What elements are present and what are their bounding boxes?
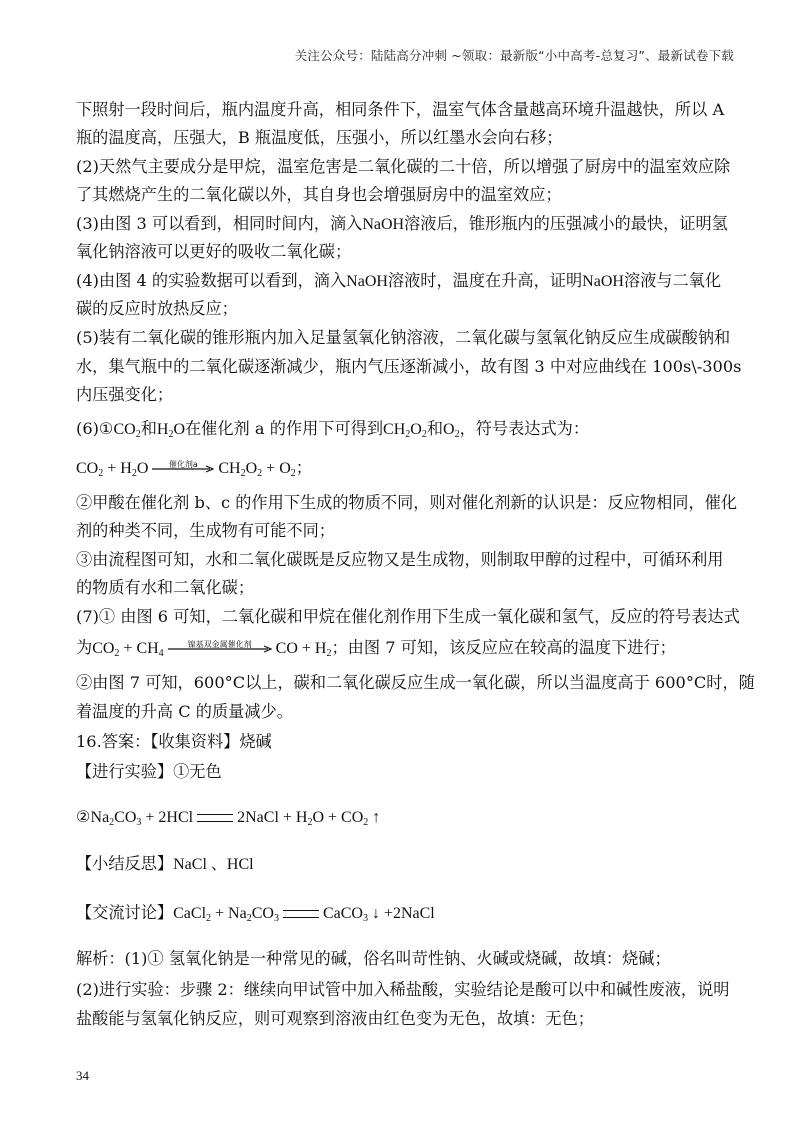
equation-rhs: $CH_2O_2 + O_2$ [218,460,296,479]
text-span: 和 [426,419,443,438]
text-line [76,418,589,441]
text-span: 溶液后，锥形瓶内的压强减小的最快，证明氢 [404,214,728,233]
text-span: ，符号表达式为： [459,419,590,438]
formula-products: NaCl 、HCl [173,856,254,873]
text-line: 【进行实验】①无色 [76,762,222,781]
text-span: ； [295,458,312,477]
text-line: 解析：(1)① 氢氧化钠是一种常见的碱，俗名叫苛性钠、火碱或烧碱，故填：烧碱； [76,949,671,968]
text-line: 着温度的升高 C 的质量减少。 [76,702,293,721]
text-line: 水，集气瓶中的二氧化碳逐渐减少，瓶内气压逐渐减小，故有图 3 中对应曲线在 100s\-300s [76,357,742,376]
text-line [76,853,254,876]
text-span: 【小结反思】 [76,854,174,873]
text-line: 剂的种类不同，生成物有可能不同； [76,521,335,540]
equation-line [76,806,380,829]
text-line: ③由流程图可知，水和二氧化碳既是反应物又是生成物，则制取甲醇的过程中，可循环利用 [76,550,724,569]
formula-h2o: $H_2O$ [156,421,185,440]
text-line: ②由图 7 可知，600°C以上，碳和二氧化碳反应生成一氧化碳，所以当温度高于 600°C时，随 [76,673,755,692]
equation-lhs: $Na_2CO_3 + 2HCl$ [90,809,194,828]
text-line [76,213,728,236]
text-line: 下照射一段时间后，瓶内温度升高，相同条件下，温室气体含量越高环境升温越快，所以 A [76,100,725,119]
reaction-arrow [152,459,214,473]
equation-lhs: $CO_2 + H_2O$ [76,460,149,479]
text-line: 瓶的温度高，压强大，B 瓶温度低，压强小，所以红墨水会向右移； [76,128,563,147]
text-line: 碳的反应时放热反应； [76,299,238,318]
text-span: ② [76,807,91,826]
formula-naoh: NaOH [362,216,405,233]
equation-rhs: CaCO$_3$ ↓ +2NaCl [322,905,435,924]
text-span: (6)① [76,419,114,438]
equation-rhs: CO + $H_2$ [275,640,332,659]
text-line: 了其燃烧产生的二氧化碳以外，其自身也会增强厨房中的温室效应； [76,185,562,204]
text-line: 氧化钠溶液可以更好的吸收二氧化碳； [76,242,352,261]
text-span: (4)由图 4 的实验数据可以看到，滴入 [76,271,347,290]
text-line: (5)装有二氧化碳的锥形瓶内加入足量氢氧化钠溶液，二氧化碳与氢氧化钠反应生成碳酸钠和 [76,328,731,347]
text-line: 16.答案：【收集资料】烧碱 [76,732,272,751]
text-line: (7)① 由图 6 可知，二氧化碳和甲烷在催化剂作用下生成一氧化碳和氢气，反应的符号表达式 [76,607,740,626]
equals-sign [283,910,319,918]
equation-rhs: 2NaCl + $H_2O + CO_2$ ↑ [237,809,381,828]
text-span: 溶液与二氧化 [623,271,722,290]
text-line: ②甲酸在催化剂 b、c 的作用下生成的物质不同，则对催化剂新的认识是：反应物相同，催化 [76,493,738,512]
formula-ch2o2: $CH_2O_2$ [383,421,427,440]
equation-line [76,637,676,660]
text-span: 溶液时，温度在升高，证明 [387,271,583,290]
equation-line [76,902,435,925]
equals-sign [197,814,233,822]
text-span: 和 [140,419,157,438]
text-line [76,270,721,293]
formula-co2: $CO_2$ [113,421,141,440]
equation-lhs: CaCl$_2$ + $Na_2CO_3$ [173,905,279,924]
catalyst-label: 催化剂a [168,459,198,469]
text-span: ；由图 7 可知，该反应应在较高的温度下进行； [331,638,676,657]
formula-o2: $O_2$ [443,421,460,440]
text-line: 内压强变化； [76,385,174,404]
text-line: 的物质有水和二氧化碳； [76,578,255,597]
text-span: 【交流讨论】 [76,903,174,922]
reaction-arrow [168,639,272,653]
formula-naoh: NaOH [582,273,624,290]
text-line: 盐酸能与氢氧化钠反应，则可观察到溶液由红色变为无色，故填：无色； [76,1009,594,1028]
text-line: (2)进行实验：步骤 2：继续向甲试管中加入稀盐酸，实验结论是酸可以中和碱性废液，说明 [76,980,730,999]
catalyst-label: 镍基双金属催化剂 [187,639,252,649]
equation-line [76,457,312,480]
text-span: 在催化剂 a 的作用下可得到 [185,419,384,438]
formula-naoh: NaOH [346,273,388,290]
page-header: 关注公众号：陆陆高分冲刺 ~领取：最新版“小中高考-总复习”、最新试卷下载 [294,48,734,63]
equation-lhs: $CO_2 + CH_4$ [92,640,164,659]
page-number: 34 [76,1068,89,1083]
text-span: 为 [76,638,93,657]
text-line: (2)天然气主要成分是甲烷，温室危害是二氧化碳的二十倍，所以增强了厨房中的温室效应除 [76,157,731,176]
text-span: (3)由图 3 可以看到，相同时间内，滴入 [76,214,363,233]
